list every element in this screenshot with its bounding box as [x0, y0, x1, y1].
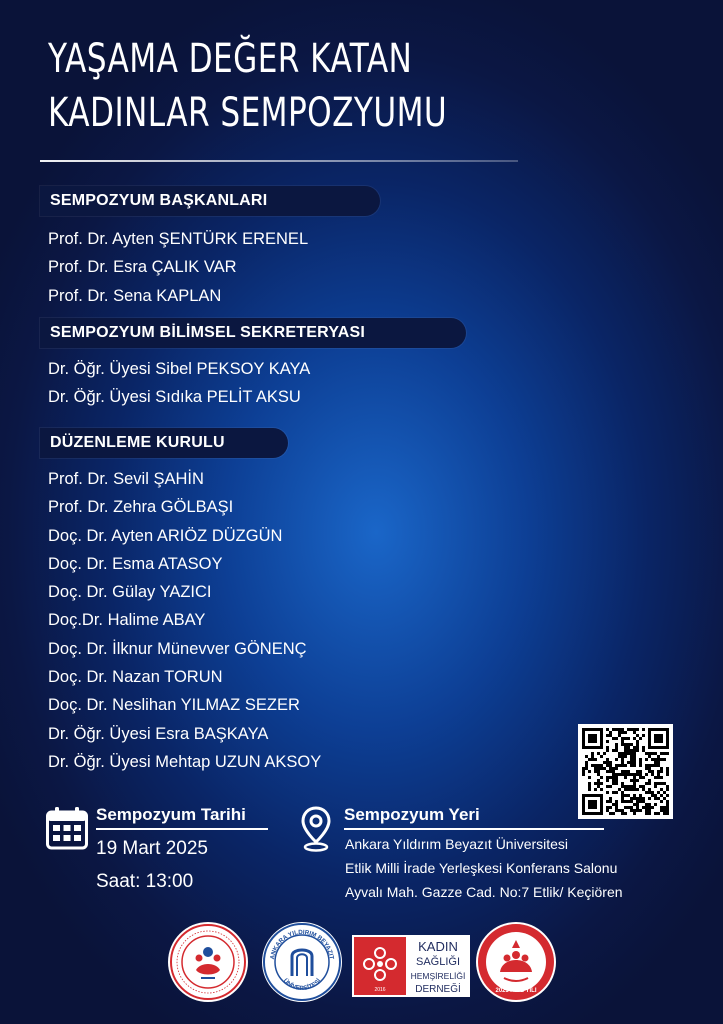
person-name: Dr. Öğr. Üyesi Sıdıka PELİT AKSU [48, 388, 301, 407]
date-heading: Sempozyum Tarihi [96, 805, 246, 824]
svg-text:2025 AİLE YILI: 2025 AİLE YILI [495, 988, 537, 994]
title-divider [40, 160, 518, 162]
qr-code-pattern [582, 728, 669, 815]
venue-line-3: Ayvalı Mah. Gazze Cad. No:7 Etlik/ Keçiören [345, 884, 623, 900]
chairs-list [48, 225, 308, 310]
person-name: Dr. Öğr. Üyesi Mehtap UZUN AKSOY [48, 752, 322, 771]
section-heading-secretariat: SEMPOZYUM BİLİMSEL SEKRETERYASI [40, 318, 466, 348]
title-line-2: KADINLAR SEMPOZYUMU [48, 90, 448, 136]
svg-text:2016: 2016 [374, 987, 386, 993]
person-name: Dr. Öğr. Üyesi Sibel PEKSOY KAYA [48, 360, 311, 378]
person-name: Doç. Dr. İlknur Münevver GÖNENÇ [48, 639, 307, 658]
person-name: Doç. Dr. Esma ATASOY [48, 554, 223, 573]
person-name: Prof. Dr. Zehra GÖLBAŞI [48, 498, 234, 517]
person-name: Prof. Dr. Esra ÇALIK VAR [48, 258, 237, 277]
person-name: Doç. Dr. Ayten ARIÖZ DÜZGÜN [48, 526, 283, 545]
section-heading-chairs: SEMPOZYUM BAŞKANLARI [40, 186, 380, 216]
person-name: Dr. Öğr. Üyesi Esra BAŞKAYA [48, 724, 269, 743]
venue-line-1: Ankara Yıldırım Beyazıt Üniversitesi [345, 836, 569, 852]
person-name: Doç.Dr. Halime ABAY [48, 611, 206, 630]
date-divider [96, 828, 268, 830]
section-heading-organizing-committee: DÜZENLEME KURULU [40, 428, 288, 458]
svg-text:HEMŞİRELİĞİ: HEMŞİRELİĞİ [410, 971, 466, 981]
svg-text:ÜNİVERSİTESİ: ÜNİVERSİTESİ [281, 977, 323, 993]
svg-text:SAĞLIĞI: SAĞLIĞI [415, 956, 461, 968]
svg-text:DERNEĞİ: DERNEĞİ [415, 984, 461, 995]
person-name: Prof. Dr. Sevil ŞAHİN [48, 470, 204, 488]
association-logo [352, 935, 470, 997]
aybu-logo [262, 922, 342, 1002]
person-name: Doç. Dr. Neslihan YILMAZ SEZER [48, 696, 300, 715]
venue-line-2: Etlik Milli İrade Yerleşkesi Konferans Salonu [345, 860, 618, 876]
symposium-title [48, 32, 447, 140]
qr-code[interactable] [578, 724, 673, 819]
venue-heading: Sempozyum Yeri [344, 805, 480, 824]
person-name: Doç. Dr. Gülay YAZICI [48, 583, 212, 602]
location-pin-icon [300, 806, 332, 852]
person-name: Doç. Dr. Nazan TORUN [48, 668, 223, 687]
svg-text:KADIN: KADIN [418, 939, 458, 954]
svg-text:ANKARA YILDIRIM BEYAZIT: ANKARA YILDIRIM BEYAZIT [269, 928, 335, 960]
venue-divider [344, 828, 604, 830]
aile-yili-logo [476, 922, 556, 1002]
organizing-committee-list [48, 465, 321, 776]
ministry-seal-logo [168, 922, 248, 1002]
symposium-date: 19 Mart 2025 [96, 838, 208, 859]
person-name: Prof. Dr. Sena KAPLAN [48, 286, 222, 305]
calendar-icon [46, 806, 88, 850]
symposium-time: Saat: 13:00 [96, 871, 194, 892]
person-name: Prof. Dr. Ayten ŞENTÜRK ERENEL [48, 230, 309, 248]
title-line-1: YAŞAMA DEĞER KATAN [48, 36, 413, 82]
secretariat-list [48, 355, 310, 412]
